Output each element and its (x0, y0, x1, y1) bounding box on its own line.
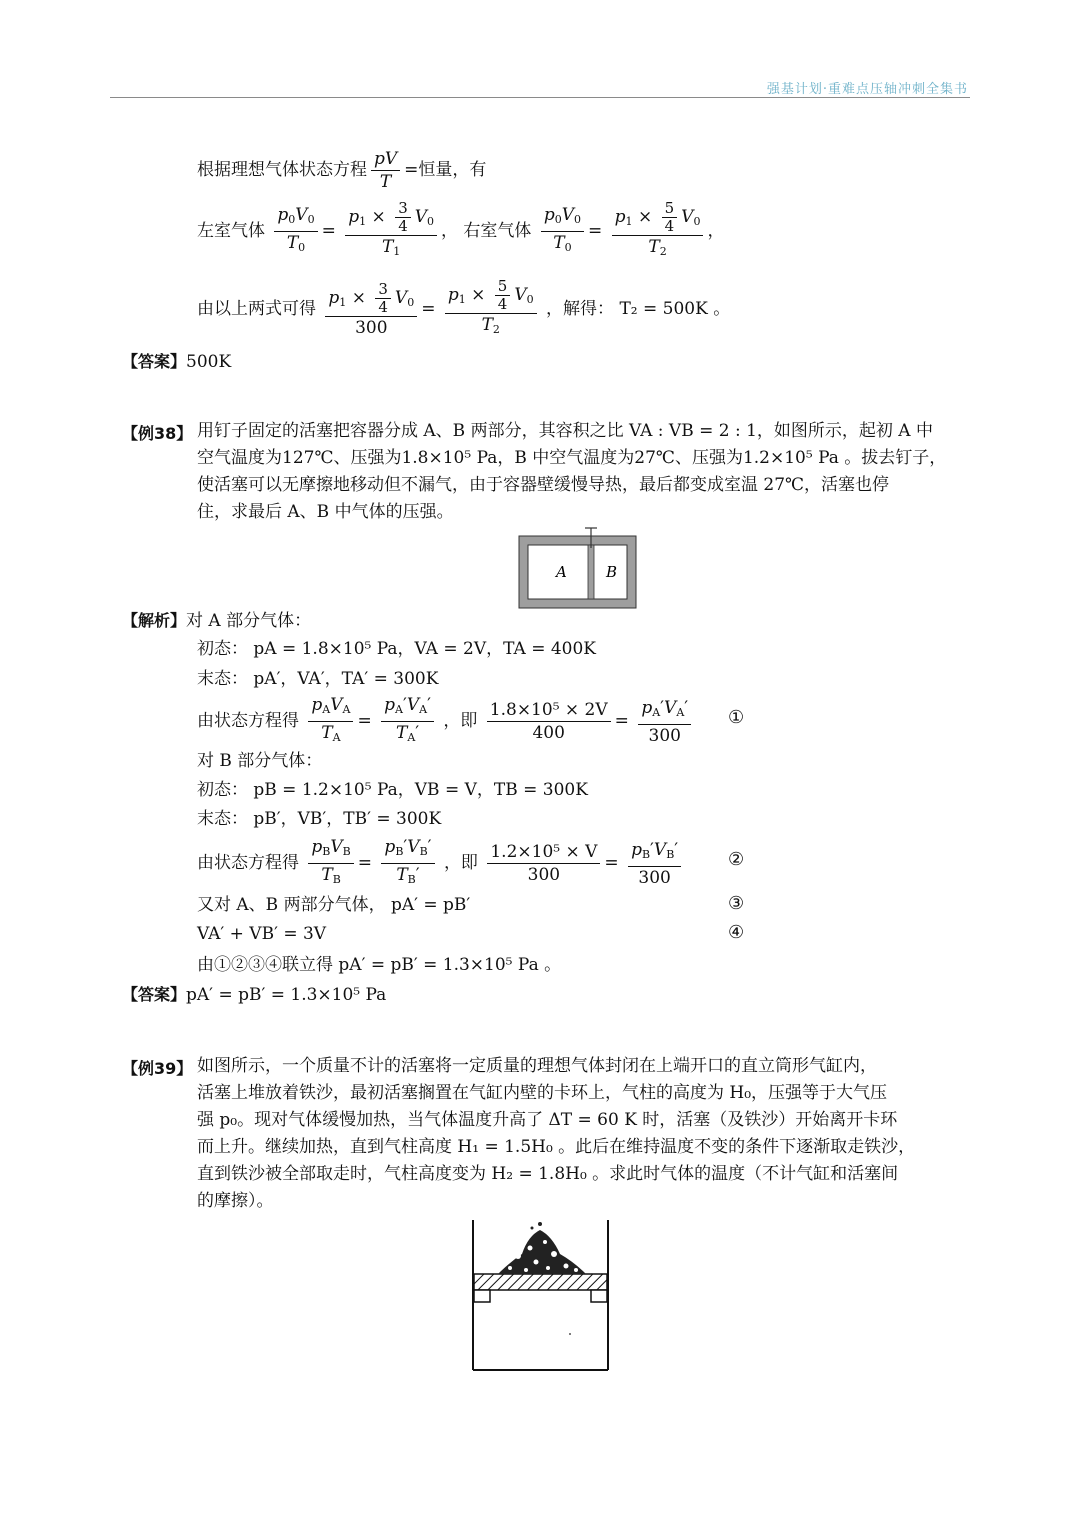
equation-mark-2: ② (728, 849, 745, 870)
b-final-state: 末态： pB′，VB′，TB′ = 300K (197, 809, 442, 829)
header-divider (110, 97, 970, 98)
cylinder-figure (470, 1218, 612, 1374)
b-state-equation: 由状态方程得 $\frac{p_BV_B}{T_B}$ = $\frac{p_B'V_B'}{T_B'}$ ，即 $\frac{\text{1.2×10⁵ × V}}{300}$ = $\frac{p_B'V_B'}{300}$ (197, 836, 685, 891)
equation-mark-3: ③ (728, 893, 745, 914)
volume-sum-eq: VA′ + VB′ = 3V (197, 924, 327, 944)
chamber-b-label: B (606, 563, 618, 581)
example-39-text: 如图所示，一个质量不计的活塞将一定质量的理想气体封闭在上端开口的直立筒形气缸内， 活塞上堆放着铁沙，最初活塞搁置在气缸内壁的卡环上，气柱的高度为 H₀，压强等于大气压 强 p₀。现对气体缓慢加热，当气体温度升高了 ΔT = 60 K 时，活塞（及铁沙）开始离开卡环 而上升。继续加热，直到气柱高度 H₁ = 1.5H₀ 。此后在维持温度不变的条件下逐渐取走铁沙， 直到铁沙被全部取走时，气柱高度变为 H₂ = 1.8H₀ 。求此时气体的温度（不计气缸和活塞间 的摩擦）。 (197, 1056, 916, 1211)
running-header: 强基计划·重难点压轴冲刺全集书 (766, 82, 968, 97)
gas-dot (569, 1333, 571, 1335)
container-figure (518, 524, 638, 610)
b-initial-state: 初态： pB = 1.2×10⁵ Pa，VB = V，TB = 300K (197, 780, 588, 800)
answer-37: 【答案】500K (122, 352, 232, 372)
right-stop-ring (591, 1290, 607, 1302)
left-stop-ring (474, 1290, 490, 1302)
chamber-a-label: A (556, 563, 567, 581)
combined-result: 由①②③④联立得 pA′ = pB′ = 1.3×10⁵ Pa 。 (197, 955, 562, 975)
equation-mark-4: ④ (728, 922, 745, 943)
solution-result: T₂ = 500K 。 (619, 299, 731, 319)
piston (474, 1274, 607, 1290)
a-initial-state: 初态： pA = 1.8×10⁵ Pa，VA = 2V，TA = 400K (197, 639, 596, 659)
example-39-tag: 【例39】 (122, 1059, 193, 1078)
combined-equation: 由以上两式可得 $p_1$ × $\frac{3}{4}$ $V_0$ 300 = $p_1$ × $\frac{5}{4}$ $V_0$ $T_2$ ，解得： T₂ = 500K 。 (197, 277, 731, 338)
state-equation-line: 根据理想气体状态方程 $\frac{pV}{T}$ =恒量，有 (197, 149, 487, 192)
answer-38: 【答案】pA′ = pB′ = 1.3×10⁵ Pa (122, 985, 387, 1005)
analysis-header: 【解析】对 A 部分气体： (122, 611, 312, 631)
example-38-tag: 【例38】 (122, 424, 193, 443)
example-38-text: 用钉子固定的活塞把容器分成 A、B 两部分，其容积之比 VA : VB = 2 : 1，如图所示，起初 A 中 空气温度为127℃、压强为1.8×10⁵ Pa，B 中空气温度为27℃、压强为1.2×10⁵ Pa 。拔去钉子， 使活塞可以无摩擦地移动但不漏气，由于容器壁缓慢导热，最后都变成室温 27℃，活塞也停 住，求最后 A、B 中气体的压强。 (197, 421, 947, 522)
iron-sand-pile (498, 1222, 586, 1274)
a-final-state: 末态： pA′，VA′，TA′ = 300K (197, 669, 439, 689)
piston (588, 545, 594, 599)
equation-mark-1: ① (728, 707, 745, 728)
pressure-equal-eq: 又对 A、B 两部分气体， pA′ = pB′ (197, 895, 471, 915)
a-state-equation: 由状态方程得 $\frac{p_AV_A}{T_A}$ = $\frac{p_A'V_A'}{T_A'}$ ，即 $\frac{\text{1.8×10⁵ × 2V}}{400}$ = $\frac{p_A'V_A'}{300}$ (197, 694, 695, 749)
part-b-title: 对 B 部分气体： (197, 751, 323, 771)
chamber-equations: 左室气体 $\frac{p_0V_0}{T_0}$ = $p_1$ × $\frac{3}{4}$ $V_0$ $T_1$ ， 右室气体 $\frac{p_0V_0}{T_0}$ = $p_1$ × $\frac{5}{4}$ $V_0$ $T_2$ ， (197, 199, 725, 258)
